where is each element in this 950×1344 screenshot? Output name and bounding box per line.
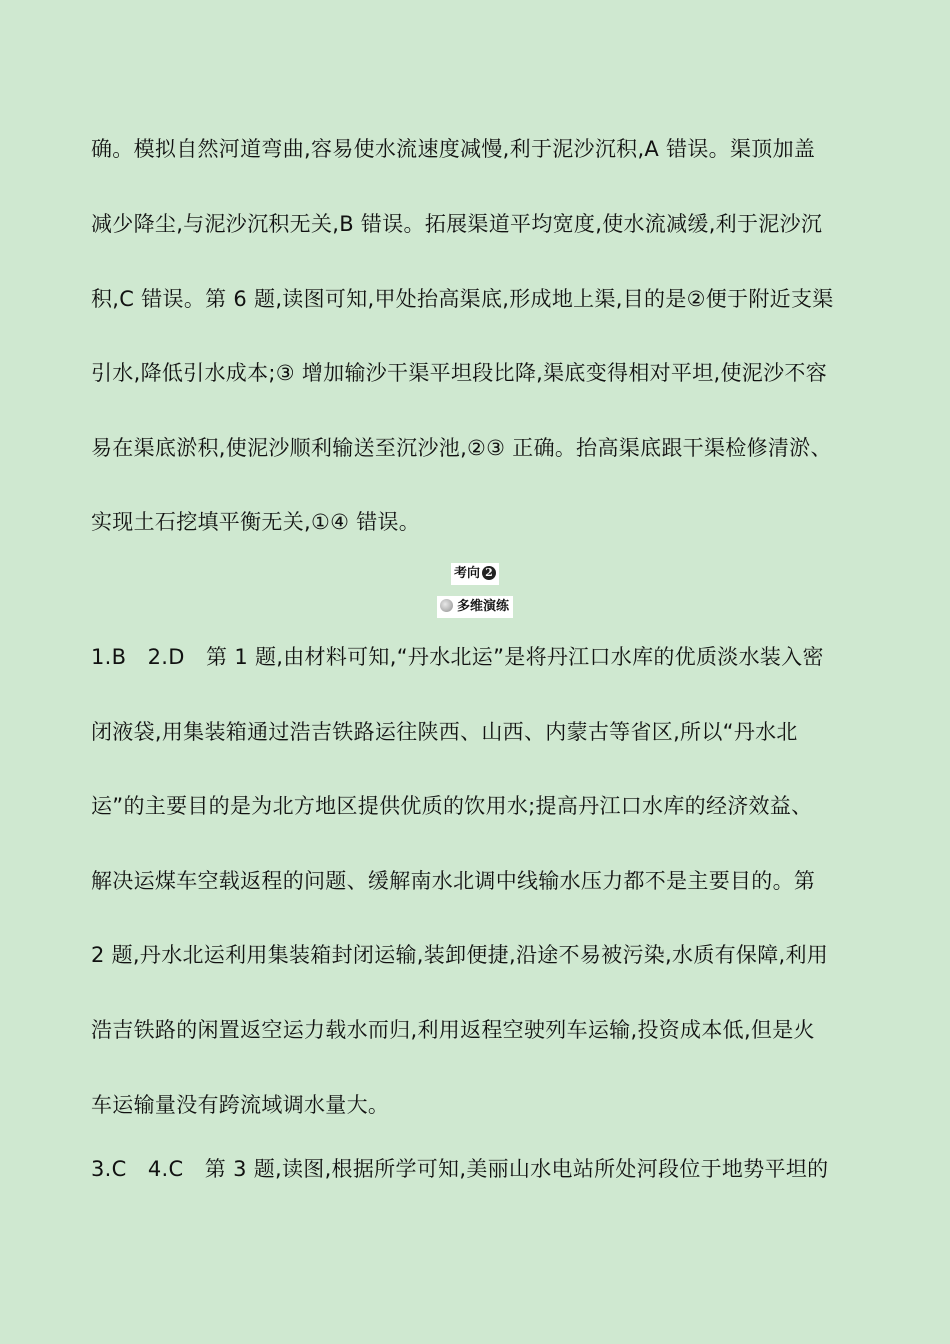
answer-line-1: 1.B 2.D 第 1 题,由材料可知,“丹水北运”是将丹江口水库的优质淡水装入密 [91,645,824,669]
sub-heading-label: 多维演练 [456,599,509,614]
answer-line-5: 2 题,丹水北运利用集装箱封闭运输,装卸便捷,沿途不易被污染,水质有保障,利用 [91,943,829,967]
answer-line-3: 运”的主要目的是为北方地区提供优质的饮用水;提高丹江口水库的经济效益、 [91,794,813,818]
section-heading-label-box [451,563,499,585]
leaf-badge-icon [440,599,453,612]
paragraph-line-6: 实现土石挖填平衡无关,①④ 错误。 [91,510,421,534]
paragraph-line-2: 减少降尘,与泥沙沉积无关,B 错误。拓展渠道平均宽度,使水流减缓,利于泥沙沉 [91,212,823,236]
section-heading [0,562,950,585]
answer-line-2: 闭液袋,用集装箱通过浩吉铁路运往陕西、山西、内蒙古等省区,所以“丹水北 [91,720,798,744]
section-heading-label: 考向 [453,566,480,581]
paragraph-line-5: 易在渠底淤积,使泥沙顺利输送至沉沙池,②③ 正确。抬高渠底跟干渠检修清淤、 [91,436,832,460]
sub-heading-box [437,596,513,618]
answer-line-7: 车运输量没有跨流域调水量大。 [91,1093,390,1117]
sub-heading [0,595,950,618]
paragraph-line-1: 确。模拟自然河道弯曲,容易使水流速度减慢,利于泥沙沉积,A 错误。渠顶加盖 [91,137,816,161]
answer-line-8: 3.C 4.C 第 3 题,读图,根据所学可知,美丽山水电站所处河段位于地势平坦的 [91,1157,829,1181]
section-number-badge: 2 [482,566,496,580]
answer-line-6: 浩吉铁路的闲置返空运力载水而归,利用返程空驶列车运输,投资成本低,但是火 [91,1018,815,1042]
answer-line-4: 解决运煤车空载返程的问题、缓解南水北调中线输水压力都不是主要目的。第 [91,869,816,893]
paragraph-line-4: 引水,降低引水成本;③ 增加输沙干渠平坦段比降,渠底变得相对平坦,使泥沙不容 [91,361,827,385]
paragraph-line-3: 积,C 错误。第 6 题,读图可知,甲处抬高渠底,形成地上渠,目的是②便于附近支渠 [91,287,834,311]
